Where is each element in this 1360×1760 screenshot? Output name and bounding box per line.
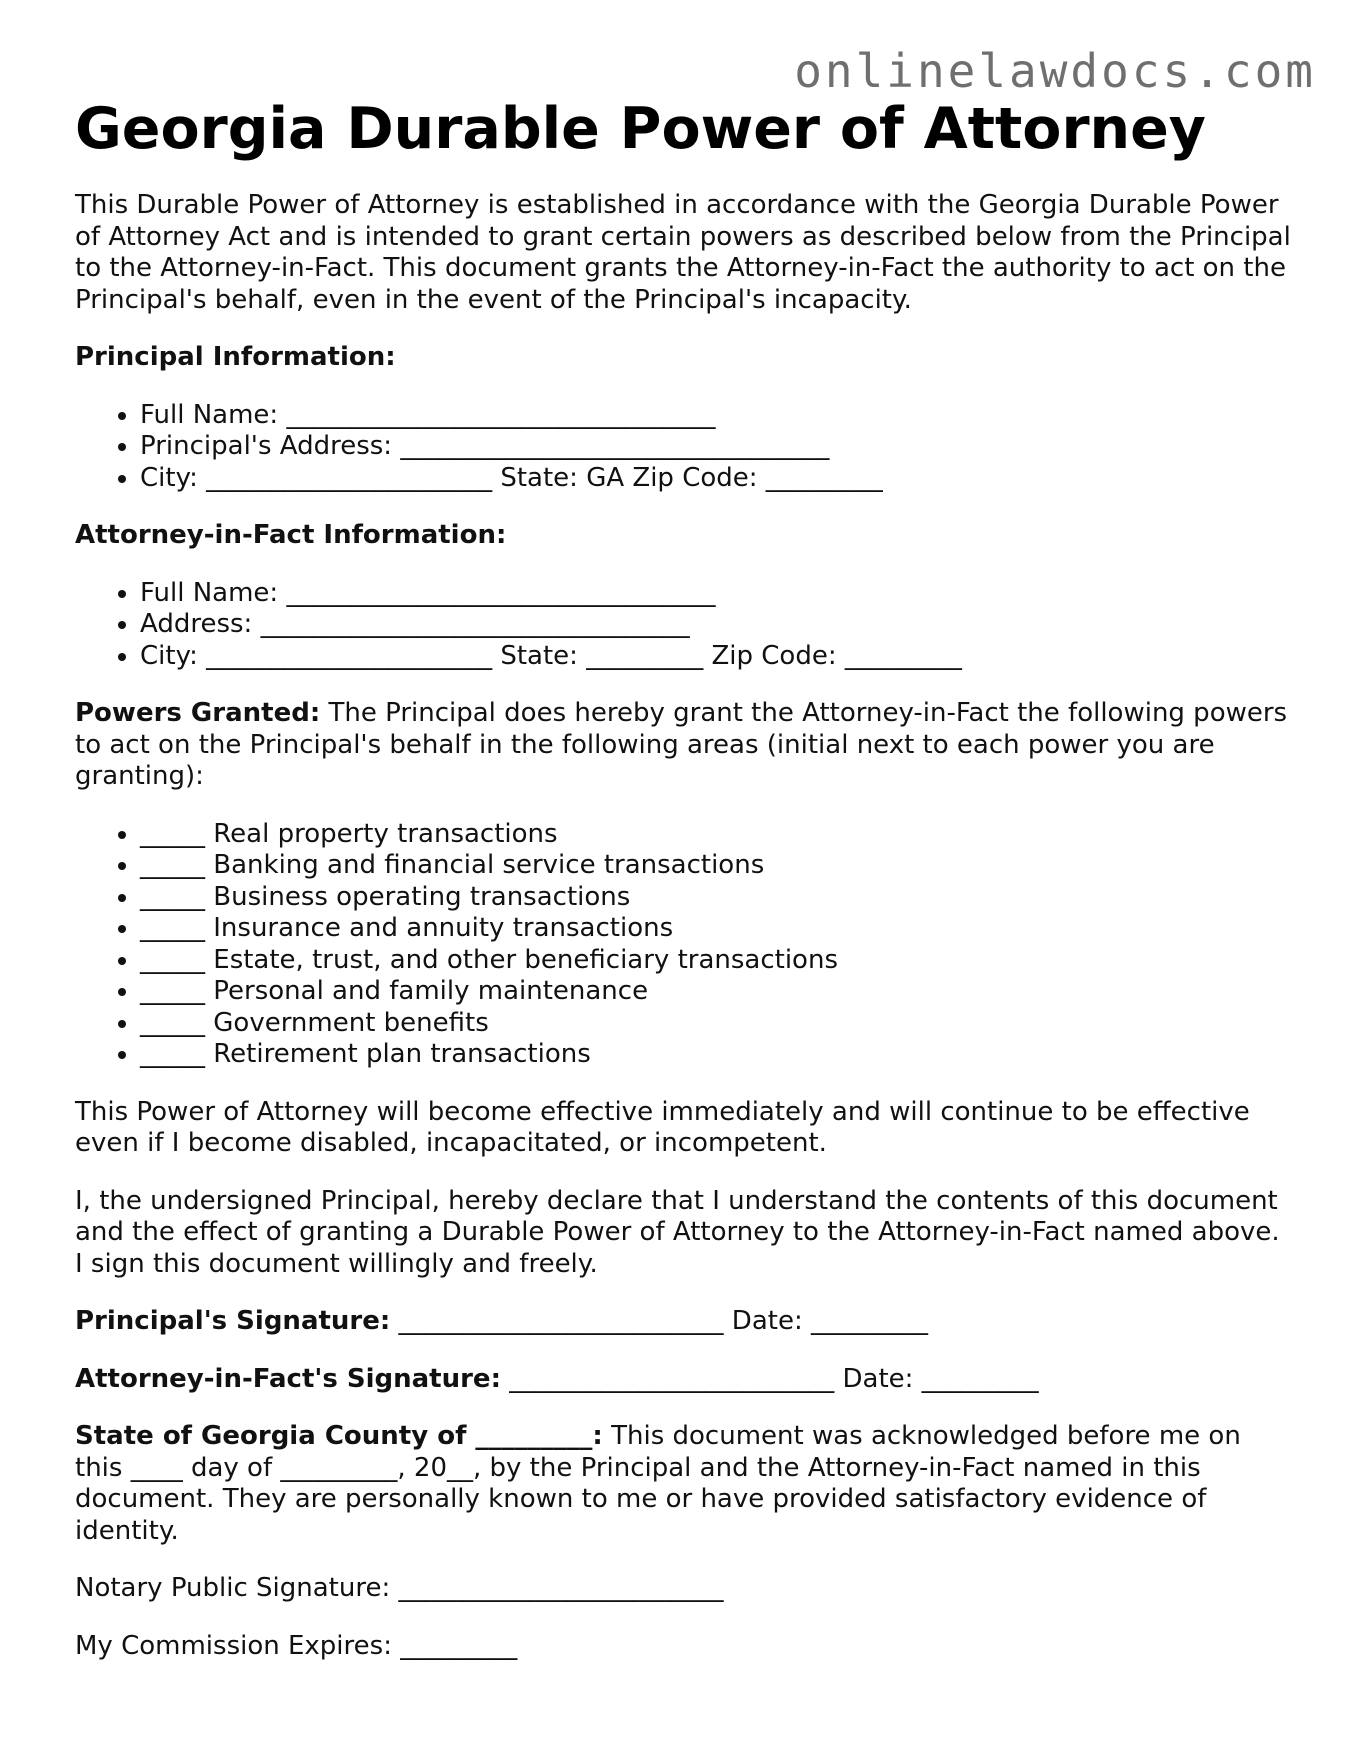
document-page xyxy=(75,90,1295,1688)
principal-signature-blank: _________________________ Date: _________ xyxy=(390,1306,928,1336)
attorney-city-state-zip-field: • City: ______________________ State: _________ Zip Code: _________ xyxy=(140,641,1295,673)
attorney-info-list xyxy=(75,578,1295,673)
document-title: Georgia Durable Power of Attorney xyxy=(75,96,1206,162)
attorney-full-name-field: • Full Name: _________________________________ xyxy=(140,578,1295,610)
power-item: • _____ Estate, trust, and other beneficiary transactions xyxy=(140,945,1295,977)
watermark: onlinelawdocs.com xyxy=(794,44,1316,98)
principal-info-list xyxy=(75,400,1295,495)
powers-granted-text: The Principal does hereby grant the Attorney-in-Fact the following powers to act on the Principal's behalf in the following areas (initial next to each power you are granting): xyxy=(75,698,1288,791)
power-item: • _____ Banking and financial service transactions xyxy=(140,850,1295,882)
principal-signature-line xyxy=(75,1306,1295,1338)
notary-signature-line: Notary Public Signature: _________________________ xyxy=(75,1573,724,1603)
principal-address-field: • Principal's Address: _________________________________ xyxy=(140,431,1295,463)
attorney-signature-line xyxy=(75,1364,1295,1396)
principal-signature-label: Principal's Signature: xyxy=(75,1306,391,1336)
commission-expires-line: My Commission Expires: _________ xyxy=(75,1630,518,1661)
attorney-info-heading: Attorney-in-Fact Information: xyxy=(75,520,507,550)
notary-acknowledgment xyxy=(75,1421,1295,1547)
powers-granted-paragraph xyxy=(75,698,1295,793)
principal-full-name-field: • Full Name: _________________________________ xyxy=(140,400,1295,432)
notary-acknowledgment-label: State of Georgia County of _________: xyxy=(75,1421,603,1451)
powers-list xyxy=(75,819,1295,1071)
power-item: • _____ Retirement plan transactions xyxy=(140,1039,1295,1071)
powers-granted-label: Powers Granted: xyxy=(75,698,321,728)
effective-paragraph: This Power of Attorney will become effective immediately and will continue to be effective even if I become disabled, incapacitated, or incompetent. xyxy=(75,1096,1250,1158)
power-item: • _____ Real property transactions xyxy=(140,819,1295,851)
power-item: • _____ Personal and family maintenance xyxy=(140,976,1295,1008)
principal-info-heading: Principal Information: xyxy=(75,342,396,372)
principal-city-state-zip-field: • City: ______________________ State: GA Zip Code: _________ xyxy=(140,463,1295,495)
attorney-address-field: • Address: _________________________________ xyxy=(140,609,1295,641)
attorney-signature-label: Attorney-in-Fact's Signature: xyxy=(75,1363,501,1394)
intro-paragraph: This Durable Power of Attorney is established in accordance with the Georgia Durable Power of Attorney Act and is intended to grant certain powers as described below from the Principal to the Attorney-in-Fact. This document grants the Attorney-in-Fact the authority to act on the Principal's behalf, even in the event of the Principal's incapacity. xyxy=(75,190,1291,315)
attorney-signature-blank: _________________________ Date: _________ xyxy=(500,1363,1039,1394)
declaration-paragraph: I, the undersigned Principal, hereby declare that I understand the contents of this document and the effect of granting a Durable Power of Attorney to the Attorney-in-Fact named above. I sign this document willingly and freely. xyxy=(75,1185,1280,1279)
notary-acknowledgment-text: This document was acknowledged before me on this ____ day of _________, 20__, by the Principal and the Attorney-in-Fact named in this document. They are personally known to me or have provided satisfactory evidence of identity. xyxy=(75,1421,1241,1546)
power-item: • _____ Business operating transactions xyxy=(140,882,1295,914)
power-item: • _____ Government benefits xyxy=(140,1008,1295,1040)
power-item: • _____ Insurance and annuity transactions xyxy=(140,913,1295,945)
